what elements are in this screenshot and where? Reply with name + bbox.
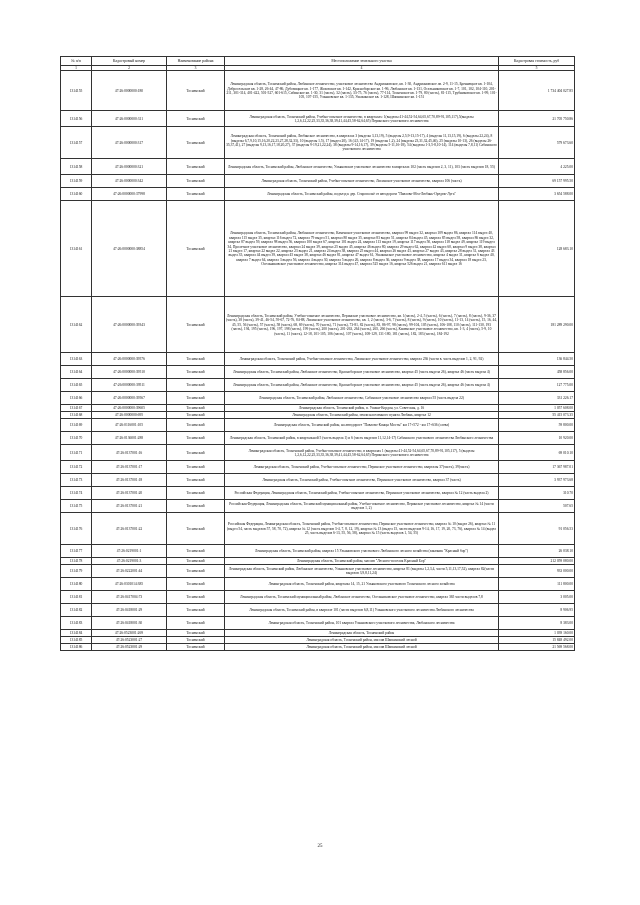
- header-location: Местоположение земельного участка: [225, 57, 499, 66]
- location-text: Ленинградская область, Тосненский район, Любанское лесничество, Ульяновское участковое лесничество в кварталах 102 (часть выделов 2, 3, 11), 103 (часть выделов 18, 55): [225, 159, 499, 175]
- location-text: Ленинградская область, Тосненский район, массив "Лесного-поселок Красный Бор": [225, 558, 499, 565]
- row-number: 1314160: [61, 188, 92, 201]
- cadastral-number: 47:26:0222001:44: [92, 565, 167, 578]
- table-row: [61, 412, 575, 419]
- district-name: Тосненский: [167, 405, 225, 412]
- table-row: [61, 474, 575, 487]
- table-row: [61, 175, 575, 188]
- table-row: [61, 637, 575, 644]
- cadastral-number: 47:26:0000000:180: [92, 71, 167, 111]
- location-text: Ленинградская область, Тосненский район, Любанское лесничество, участковое лесничество Андриановское, кв. 1-30, Андриановское лв. 2-9, 11-15, Бреннецкое кв. 1-104, Добросельское кв. 1-28, 26-44, 47-86, Дубовицкое кв. 1-177, Жоховское кв. 1-142, Красноборское кв. 1-96, Любанское кв. 1-131, Осельниковское кв. 1-7, 101, 102, 104-110, 201-211, 301-314, 401-422, 501-527, 601-615, Сабинское кв. 1-30, 31 (часть), 32 (часть), 33-75, 76 (часть), 77-114, Тосненское кв. 1-79, 80 (часть), 81-115, Трубниковское кв. 1-99, 101-105, 107-155, Ульяновское кв. 1-135, Ушакинское кв. 1-128, Шапкинское кв. 1-151: [225, 71, 499, 111]
- district-name: Тосненский: [167, 71, 225, 111]
- cadastral-value: 21 569 568.00: [499, 644, 575, 651]
- row-number: 1314167: [61, 405, 92, 412]
- cadastral-value: 181 289 290.00: [499, 297, 575, 353]
- table-row: [61, 604, 575, 617]
- table-row: [61, 500, 575, 513]
- location-text: Ленинградская область, Тосненский район, земли населенного пункта Любань, квартал 12: [225, 412, 499, 419]
- cadastral-number: 47:26:0137001:17: [92, 461, 167, 474]
- row-number: 1314162: [61, 297, 92, 353]
- row-number: 1314168: [61, 412, 92, 419]
- cadastral-value: 458 856.00: [499, 366, 575, 379]
- row-number: 1314186: [61, 644, 92, 651]
- row-number: 1314159: [61, 175, 92, 188]
- cadastral-number: 47:26:0000000:39510: [92, 366, 167, 379]
- location-text: Ленинградская область, Тосненский район, Учебно-опытное лесничество, в кварталах: 1(выделы 41-44,52-54,64,65,67,70,89-91,105,117),5(выделы 1,2,6,12,22,25,33,35,36,38,39,41,44,45,58-62,64,65) Перинского участкового лесничества: [225, 111, 499, 127]
- table-row: [61, 419, 575, 432]
- table-row: [61, 111, 575, 127]
- table-row: [61, 353, 575, 366]
- location-text: Ленинградская область, Тосненский район: [225, 630, 499, 637]
- table-row: [61, 127, 575, 159]
- cadastral-number: 47:26:0219001:3: [92, 558, 167, 565]
- table-row: [61, 617, 575, 630]
- cadastral-value: 59 800.00: [499, 419, 575, 432]
- row-number: 1314172: [61, 461, 92, 474]
- location-text: Ленинградская область, Тосненский район, 101 квартал Ульяновского участкового лесничества, Любанского лесничества: [225, 617, 499, 630]
- district-name: Тосненский: [167, 565, 225, 578]
- row-number: 1314181: [61, 591, 92, 604]
- cadastral-value: 136 844.50: [499, 353, 575, 366]
- district-name: Тосненский: [167, 461, 225, 474]
- location-text: Ленинградская область, Тосненский район, кварталы 14, 15, 21 Ульяновского участкового Тосненского лесного хозяйства: [225, 578, 499, 591]
- cadastral-value: 15 848 492.00: [499, 637, 575, 644]
- district-name: Тосненский: [167, 201, 225, 297]
- header-district: Наименование района: [167, 57, 225, 66]
- location-text: Ленинградская область, Тосненский район, Любанское лесничество, Ульяновское участковое лесничество, квартал 81 (выделы 1,2,3,4, части 5,11,13,17,52), квартал 82(части выделов 3,9,8,11,24): [225, 565, 499, 578]
- column-number: 4: [225, 66, 499, 71]
- cadastral-number: 47:26:0417004:73: [92, 591, 167, 604]
- cadastral-value: 933 000.00: [499, 565, 575, 578]
- location-text: Ленинградская область, Тосненский район, на автодороге "Павлово-Концы Мосты" км 17+572 - км 17+636 (слева): [225, 419, 499, 432]
- district-name: Тосненский: [167, 412, 225, 419]
- row-number: 1314170: [61, 432, 92, 445]
- cadastral-value: 1 057 608.00: [499, 405, 575, 412]
- cadastral-value: 4 225.00: [499, 159, 575, 175]
- cadastral-number: 47:26:0000000:39343: [92, 297, 167, 353]
- location-text: Ленинградская область, Тосненский район, массив Шапкинский лесной: [225, 637, 499, 644]
- cadastral-value: 111 800.00: [499, 578, 575, 591]
- table-row: [61, 545, 575, 558]
- row-number: 1314158: [61, 159, 92, 175]
- cadastral-number: 47:26:0523001:29: [92, 644, 167, 651]
- cadastral-number: 47:26:0523001:27: [92, 637, 167, 644]
- district-name: Тосненский: [167, 617, 225, 630]
- row-number: 1314156: [61, 111, 92, 127]
- row-number: 1314185: [61, 637, 92, 644]
- column-number: 3: [167, 66, 225, 71]
- row-number: 1314163: [61, 353, 92, 366]
- location-text: Российская Федерация, Ленинградская область, Тосненский район, Учебно-опытное лесничество, Перинское участковое лесничество, квартал № 10 (выдел 26), квартал № 11 (выдел 54, часть выделов 57, 58, 70, 72), квартал № 12 (часть выделов 3-4, 7, 8, 12, 19), квартал № 13 (выдел 15, части выделов 9-14, 16, 17, 19, 20, 73, 76), квартал № 14 (выдел 25, часть выделов 6-13, 55, 56, 58), квартал № 15 (часть выделов 1, 54, 55): [225, 513, 499, 545]
- cadastral-value: 1 039 160.00: [499, 630, 575, 637]
- cadastral-number: 47:26:0000000:342: [92, 175, 167, 188]
- location-text: Ленинградская область, Тосненский район, Любанское лесничество, Красноборское участковое лесничество, квартал 45 (часть выдела 26), квартал 46 (часть выдела 4): [225, 379, 499, 392]
- row-number: 1314173: [61, 474, 92, 487]
- location-text: Российская Федерация, Ленинградская область, Тосненский район, Учебно-опытное лесничество, Перинское участковое лесничество, квартал № 12 (часть выдела 2): [225, 487, 499, 500]
- table-row: [61, 405, 575, 412]
- location-text: Ленинградская область, Тосненский район, в квартале 101 (части выделов 6,8,11) Ульяновского участкового лесничества Любанского лесничества: [225, 604, 499, 617]
- table-row: [61, 578, 575, 591]
- location-text: Российская Федерация, Ленинградская область, Тосненский муниципальный район, Учебно-опытное лесничество, Перинское участковое лесничество, квартал № 14 (части выделов 1, 2): [225, 500, 499, 513]
- cadastral-number: 47:26:0000000:311: [92, 111, 167, 127]
- table-row: [61, 644, 575, 651]
- cadastral-number: 47:26:0000000:39605: [92, 405, 167, 412]
- district-name: Тосненский: [167, 513, 225, 545]
- column-number: 2: [92, 66, 167, 71]
- location-text: Ленинградская область, Тосненский район, Любанское лесничество, Сабинское участковое лесничество квартал 55 (часть выдела 22): [225, 392, 499, 405]
- location-text: Ленинградская область, Тосненский район, Учебно-опытное лесничество, Перинское участковое лесничество, кварталы 37(часть), 39(часть): [225, 461, 499, 474]
- district-name: Тосненский: [167, 474, 225, 487]
- location-text: Ленинградская область, Тосненский муниципальный район, Любанское лесничество, Осельниковское участковое лесничество, квартал 365 части выделов 7,8: [225, 591, 499, 604]
- cadastral-value: 128 683.10: [499, 201, 575, 297]
- table-row: [61, 188, 575, 201]
- district-name: Тосненский: [167, 159, 225, 175]
- cadastral-number: 47:26:0418001:30: [92, 617, 167, 630]
- header-cadastral-number: Кадастровый номер: [92, 57, 167, 66]
- cadastral-value: 17 367 987.01: [499, 461, 575, 474]
- row-number: 1314169: [61, 419, 92, 432]
- district-name: Тосненский: [167, 111, 225, 127]
- location-text: Ленинградская область, Тосненский район, квартал 15 Ульяновского участкового Любанского лесного хозяйства (заказник "Красный бор"): [225, 545, 499, 558]
- district-name: Тосненский: [167, 175, 225, 188]
- district-name: Тосненский: [167, 432, 225, 445]
- district-name: Тосненский: [167, 366, 225, 379]
- table-row: [61, 487, 575, 500]
- district-name: Тосненский: [167, 127, 225, 159]
- row-number: 1314179: [61, 565, 92, 578]
- cadastral-number: 47:26:0136001:288: [92, 432, 167, 445]
- district-name: Тосненский: [167, 379, 225, 392]
- cadastral-value: 3 654 588.00: [499, 188, 575, 201]
- location-text: Ленинградская область, Тосненский район, Учебно-опытное лесничество, Лисинское участковое лесничество, квартал 106 (часть): [225, 175, 499, 188]
- cadastral-number: 47:26:0219001:1: [92, 545, 167, 558]
- row-number: 1314157: [61, 127, 92, 159]
- row-number: 1314171: [61, 445, 92, 461]
- cadastral-value: 10 920.00: [499, 432, 575, 445]
- cadastral-value: 8 383.00: [499, 617, 575, 630]
- cadastral-number: 47:26:0000000:39567: [92, 392, 167, 405]
- location-text: Ленинградская область, Тосненский район, Любанское лесничество, Каменское участковое лесничество, квартал 99 выдел 32, квартал 109 выдел 86, квартал 114 выдел 40, квартал 115 выдел 35, квартал 116 выдел 72, квартал 79 выдел 51, квартал 80 выдел 35, квартал 83 выдел 51, квартал 84 выдел 45, квартал 85 выдел 58, квартал 86 выдел 32, квартал 87 выдел 59, квартал 98 выдел 56, квартал 100 выдел 67, квартал 101 выдел 24, квартал 113 выдел 19, квартал 117 выдел 50, квартал 118 выдел 49, квартал 119 выдел 34, Пролетное участковое лесничество, квартал 24 выдел 39, квартал 25 выдел 45, квартал 46 выдел 80, квартал 29 выдел 62, квартал 42 выдел 60, квартал 9 выдел 38, квартал 21 выдел 17, квартал 22 выдел 22, квартал 23 выдел 21, квартал 24 выдел 38, квартал 25 выдел 44, квартал 26 выдел 43, квартал 27 выдел 43, квартал 28 выдел 31, квартал 43 выдел 35, квартал 44 выдел 39, квартал 45 выдел 38, квартал 46 выдел 81, квартал 47 выдел 61, Ушакинское участковое лесничество, квартал 4 выдел 31, квартал 6 выдел 40, квартал 7 выдел 64, квартал 3 выдел 56, квартал 4 выдел 30, квартал 5 выдел 26, квартал 8 выдел 36, квартал 9 выдел 38, квартал 17 выдел 34, квартал 18 выдел 23, Осельниковское участковое лесничество, квартал 314 выдел 47, квартал 525 выдел 16, квартал 526 выдел 21, квартал 611 выдел 16: [225, 201, 499, 297]
- cadastral-number: 47:26:0137001:20: [92, 487, 167, 500]
- row-number: 1314183: [61, 617, 92, 630]
- cadastral-value: 8 906.95: [499, 604, 575, 617]
- location-text: Ленинградская область, Тосненский район, Учебно-опытное лесничество, Перинское участковое лесничество, кв. 1(часть), 2-4, 5 (часть), 6 (часть), 7 (часть), 8 (часть), 9-36, 37 (часть), 38 (часть), 39-41, 46-54, 59-67, 72-76, 84-88, Лисинское участковое лесничество, кв. 1, 2 (часть), 3-6, 7 (часть), 8 (часть), 9 (часть), 10 (часть), 11-13, 14 (часть), 15, 16, 44, 45, 55, 56 (часть), 57 (часть), 58 (часть), 68, 69 (часть), 70 (часть), 71 (часть), 73-81, 82 (часть), 83, 86-97, 98 (часть), 99-104, 105 (часть), 106-108, 110 (часть), 111-130, 193 (часть), 194, 195 (часть), 196, 197, 198 (часть), 199 (часть), 200 (часть), 201-263, 264 (часть), 265, 266 (часть), Каменское участковое лесничество, кв. 1-3, 4 (часть), 5-9, 10 (часть), 11 (часть), 12-18, 101-105, 106 (часть), 107 (часть), 108-129, 131-180, 181 (часть), 182, 183 (часть), 184-192: [225, 297, 499, 353]
- cadastral-value: 91 056.53: [499, 513, 575, 545]
- table-row: [61, 513, 575, 545]
- district-name: Тосненский: [167, 487, 225, 500]
- district-name: Тосненский: [167, 630, 225, 637]
- cadastral-value: 212 059 080.00: [499, 558, 575, 565]
- cadastral-value-table: [60, 56, 575, 651]
- cadastral-value: 69 157 995.50: [499, 175, 575, 188]
- column-number: 5: [499, 66, 575, 71]
- district-name: Тосненский: [167, 188, 225, 201]
- row-number: 1314166: [61, 392, 92, 405]
- district-name: Тосненский: [167, 353, 225, 366]
- cadastral-number: 47:26:0000000:317: [92, 127, 167, 159]
- location-text: Ленинградская область, Тосненский район, Любанское лесничество, в кварталах 3 (выделы 3,13,19), 5 (выделы 2,5,9-13,15-17), 4 (выделы 11,13,15,19), 6 (выделы 22,24), 8 (выделы 6,7,9,10,15,16,20,22,23,27,28,32,33), 10 (выделы 1,5), 17 (выдел 20), 16 (4,5,14-17), 19 (выделы 1,2), 24 (выделы 23,31,32,45,46), 25 (выделы 10-13), 26 (выделы 26-35,37,41), 27 (выделы 9,13,16,17,18,20,27), 37 (выделы 9-19,21,22,24), 38 (выделы 9-14,16,17), 39 (выделы 5-11,16-18), 54 (выделы 1-3,5-8,10-14), 114 (выделы 7,8,11) Сабинского участкового лесничества: [225, 127, 499, 159]
- district-name: Тосненский: [167, 558, 225, 565]
- cadastral-number: 47:26:0137001:18: [92, 474, 167, 487]
- district-name: Тосненский: [167, 637, 225, 644]
- row-number: 1314184: [61, 630, 92, 637]
- cadastral-number: 47:26:0000000:39576: [92, 353, 167, 366]
- table-row: [61, 366, 575, 379]
- table-body: [61, 71, 575, 651]
- row-number: 1314164: [61, 366, 92, 379]
- row-number: 1314177: [61, 545, 92, 558]
- table-row: [61, 432, 575, 445]
- cadastral-value: 21 705 750.86: [499, 111, 575, 127]
- district-name: Тосненский: [167, 578, 225, 591]
- cadastral-number: 47:26:0000000:37998: [92, 188, 167, 201]
- cadastral-number: 47:26:0137001:21: [92, 500, 167, 513]
- cadastral-number: 47:26:0000000:695: [92, 412, 167, 419]
- district-name: Тосненский: [167, 297, 225, 353]
- table-row: [61, 461, 575, 474]
- district-name: Тосненский: [167, 604, 225, 617]
- location-text: Ленинградская область, Тосненский район, п. Ушаки-Кордон, ул. Советская, д. 16: [225, 405, 499, 412]
- location-text: Ленинградская область, Тосненский район, Учебно-опытное лесничество, в кварталах 1 (выделы 41-44,52-54,64,65,67,70,89-91,105,117), 5 (выделы 1,2,6,12,22,25,33,35,36,38,39,41,44,45,58-62,64,65) Перинского участкового лесничества: [225, 445, 499, 461]
- cadastral-value: 3 937 973.68: [499, 474, 575, 487]
- table-row: [61, 71, 575, 111]
- table-row: [61, 159, 575, 175]
- table-row: [61, 591, 575, 604]
- district-name: Тосненский: [167, 500, 225, 513]
- location-text: Ленинградская область, Тосненский район, массив Шапкинский лесной: [225, 644, 499, 651]
- cadastral-number: 47:26:0116001:105: [92, 419, 167, 432]
- table-header-row: [61, 57, 575, 66]
- row-number: 1314176: [61, 513, 92, 545]
- row-number: 1314161: [61, 201, 92, 297]
- cadastral-value: 127 775.00: [499, 379, 575, 392]
- location-text: Ленинградская область, Тосненский район, подъезд к дер. Старопольё от автодороги "Павлово-Мга-Любань-Оредеж-Луга": [225, 188, 499, 201]
- cadastral-value: 507.65: [499, 500, 575, 513]
- cadastral-number: 47:26:0137001:22: [92, 513, 167, 545]
- district-name: Тосненский: [167, 644, 225, 651]
- location-text: Ленинградская область, Тосненский район, Любанское лесничество, Красноборское участковое лесничество, квартал 45 (часть выдела 26), квартал 46 (часть выдела 4): [225, 366, 499, 379]
- cadastral-number: 47:26:0000000:321: [92, 159, 167, 175]
- table-row: [61, 558, 575, 565]
- header-number: № п/п: [61, 57, 92, 66]
- cadastral-value: 1 734 404 027.85: [499, 71, 575, 111]
- row-number: 1314175: [61, 500, 92, 513]
- table-row: [61, 201, 575, 297]
- cadastral-number: 47:26:0137001:16: [92, 445, 167, 461]
- row-number: 1314165: [61, 379, 92, 392]
- row-number: 1314182: [61, 604, 92, 617]
- table-row: [61, 392, 575, 405]
- table-row: [61, 379, 575, 392]
- cadastral-number: 47:26:0000000:39511: [92, 379, 167, 392]
- location-text: Ленинградская область, Тосненский район, Учебно-опытное лесничество, Перинское участковое лесничество, квартал 37 (часть): [225, 474, 499, 487]
- header-cadastral-value: Кадастровая стоимость, руб: [499, 57, 575, 66]
- location-text: Ленинградская область, Тосненский район, в квартальной 5 (часть выдела 1) и 6 (часть выделов 11,12,14-17) Сабинского участкового лесничества Любанского лесничества: [225, 432, 499, 445]
- cadastral-value: 55 415 073.35: [499, 412, 575, 419]
- table-row: [61, 297, 575, 353]
- row-number: 1314155: [61, 71, 92, 111]
- row-number: 1314180: [61, 578, 92, 591]
- cadastral-number: 47:26:0301014:385: [92, 578, 167, 591]
- cadastral-value: 69 010.10: [499, 445, 575, 461]
- cadastral-value: 331 226.17: [499, 392, 575, 405]
- column-number: 1: [61, 66, 92, 71]
- district-name: Тосненский: [167, 445, 225, 461]
- district-name: Тосненский: [167, 419, 225, 432]
- cadastral-value: 310.70: [499, 487, 575, 500]
- row-number: 1314178: [61, 558, 92, 565]
- district-name: Тосненский: [167, 545, 225, 558]
- cadastral-number: 47:26:0418001:29: [92, 604, 167, 617]
- table-row: [61, 565, 575, 578]
- table-row: [61, 445, 575, 461]
- cadastral-value: 26 038.10: [499, 545, 575, 558]
- cadastral-number: 47:26:0523001:269: [92, 630, 167, 637]
- location-text: Ленинградская область, Тосненский район, Учебно-опытное лесничество, Лисинское участковое лесничество, квартал 236 (части в. часть выделов 1, 2, 91, 92): [225, 353, 499, 366]
- cadastral-number: 47:26:0000000:38854: [92, 201, 167, 297]
- row-number: 1314174: [61, 487, 92, 500]
- district-name: Тосненский: [167, 591, 225, 604]
- cadastral-value: 3 005.00: [499, 591, 575, 604]
- table-row: [61, 630, 575, 637]
- cadastral-value: 579 673.60: [499, 127, 575, 159]
- district-name: Тосненский: [167, 392, 225, 405]
- page-number: 25: [317, 844, 323, 849]
